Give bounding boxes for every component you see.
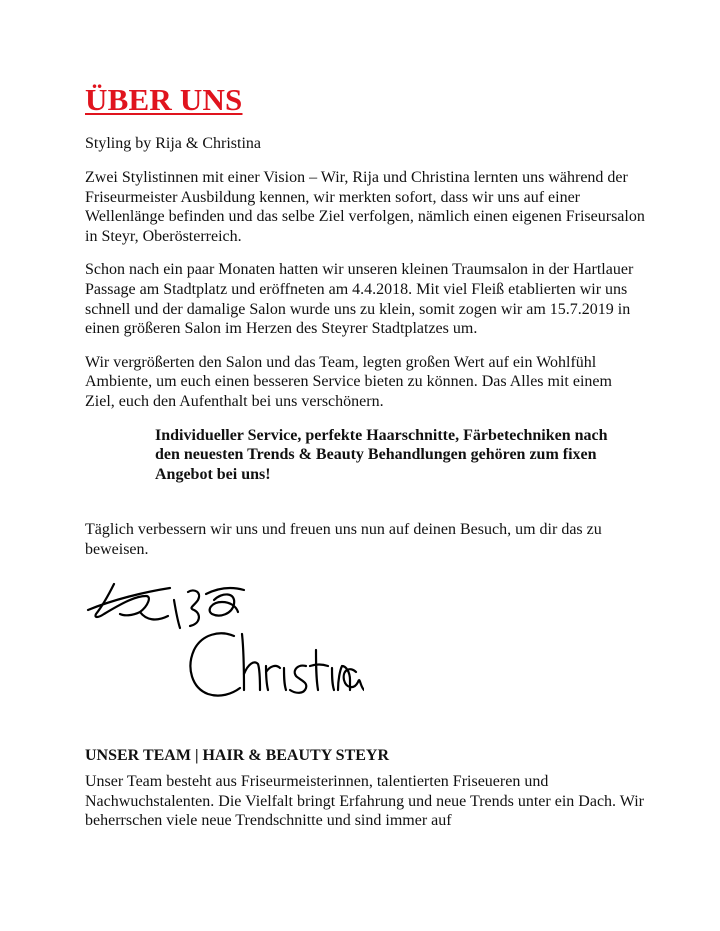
services-highlight: Individueller Service, perfekte Haarschnitte, Färbetechniken nach den neuesten Trends & Beauty Behandlungen gehören zum fixen Angebot bei uns! [155,426,608,483]
signature-christina [190,633,364,695]
about-section [85,82,645,560]
page-title: ÜBER UNS [85,82,243,117]
closing-paragraph: Täglich verbessern wir uns und freuen uns nun auf deinen Besuch, um dir das zu beweisen. [85,521,602,558]
signature-rija [88,584,244,628]
team-heading: UNSER TEAM | HAIR & BEAUTY STEYR [85,747,390,764]
history-paragraph: Schon nach ein paar Monaten hatten wir unseren kleinen Traumsalon in der Hartlauer Passage am Stadtplatz und eröffneten am 4.4.2018. Mit viel Fleiß etablierten wir uns schnell und der damalige Salon wurde uns zu klein, somit zogen wir am 15.7.2019 in einen größeren Salon im Herzen des Steyrer Stadtplatzes um. [85,261,634,338]
handwritten-signatures [84,570,364,710]
team-section [85,746,645,831]
intro-paragraph: Zwei Stylistinnen mit einer Vision – Wir, Rija und Christina lernten uns während der Friseurmeister Ausbildung kennen, wir merkten sofort, dass wir uns auf einer Wellenlänge befinden und das selbe Ziel verfolgen, nämlich einen eigenen Friseursalon in Steyr, Oberösterreich. [85,169,645,245]
subtitle: Styling by Rija & Christina [85,135,262,152]
growth-paragraph: Wir vergrößerten den Salon und das Team, legten großen Wert auf ein Wohlfühl Ambiente, um euch einen besseren Service bieten zu können. Das Alles mit einem Ziel, euch den Aufenthalt bei uns verschönern. [85,353,612,410]
team-paragraph: Unser Team besteht aus Friseurmeisterinnen, talentierten Friseueren und Nachwuchstalenten. Die Vielfalt bringt Erfahrung und neue Trends unter ein Dach. Wir beherrschen viele neue Trendschnitte und sind immer auf [85,773,644,830]
